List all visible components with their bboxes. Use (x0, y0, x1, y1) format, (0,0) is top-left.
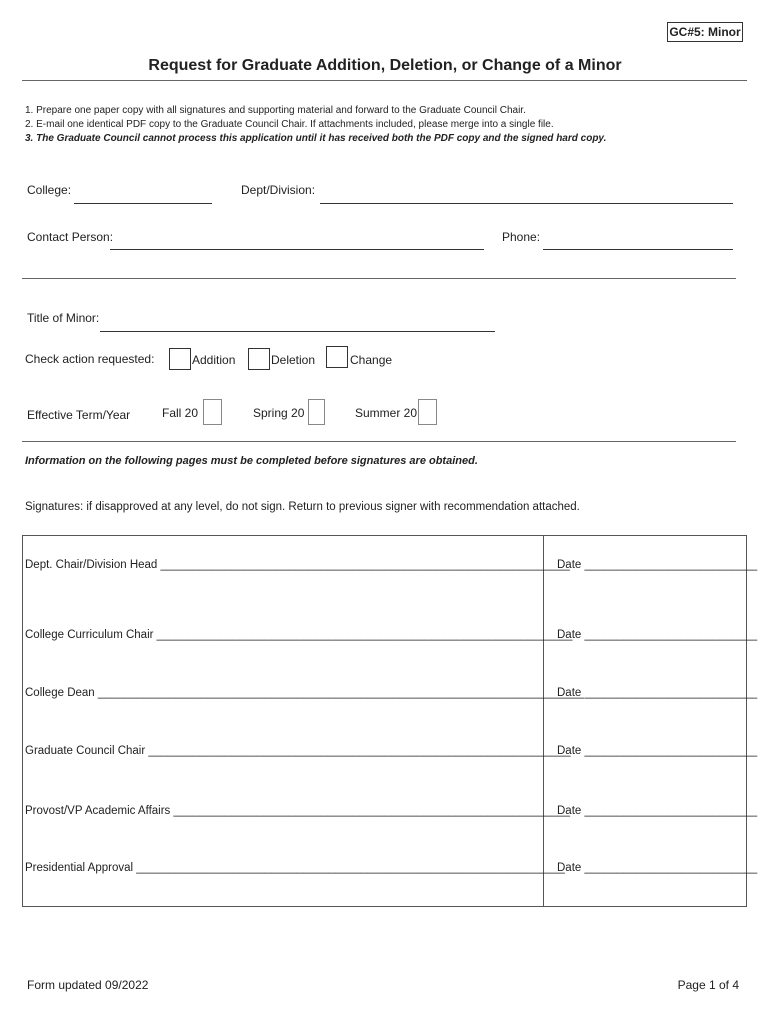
fall-label: Fall 20 (162, 406, 199, 420)
addition-checkbox[interactable] (169, 348, 191, 370)
sig-provost[interactable]: Provost/VP Academic Affairs ______________________________________________________________ (25, 805, 571, 817)
addition-label: Addition (192, 353, 236, 367)
sig-dept-chair-date[interactable]: Date ___________________________ (557, 559, 758, 571)
spring-year-box[interactable] (308, 399, 325, 425)
signature-table-divider (543, 535, 544, 907)
page-number: Page 1 of 4 (677, 978, 739, 992)
instruction-1: 1. Prepare one paper copy with all signatures and supporting material and forward to the Graduate Council Chair. (25, 105, 526, 116)
sig-college-curriculum-chair-date[interactable]: Date ___________________________ (557, 629, 758, 641)
signatures-intro: Signatures: if disapproved at any level, do not sign. Return to previous signer with recommendation attached. (25, 501, 580, 513)
dept-label: Dept/Division: (241, 183, 316, 197)
deletion-label: Deletion (271, 353, 316, 367)
contact-field[interactable] (110, 249, 484, 250)
sig-graduate-council-chair[interactable]: Graduate Council Chair __________________________________________________________________ (25, 745, 571, 757)
sig-college-dean-date[interactable]: Date ___________________________ (557, 687, 758, 699)
fall-year-box[interactable] (203, 399, 222, 425)
sig-presidential-approval-date[interactable]: Date ___________________________ (557, 862, 758, 874)
sig-college-curriculum-chair[interactable]: College Curriculum Chair _________________________________________________________________ (25, 629, 573, 641)
sig-graduate-council-chair-date[interactable]: Date ___________________________ (557, 745, 758, 757)
college-field[interactable] (74, 203, 212, 204)
form-updated: Form updated 09/2022 (27, 978, 149, 992)
college-label: College: (27, 183, 72, 197)
phone-label: Phone: (502, 230, 541, 244)
change-label: Change (350, 353, 393, 367)
summer-year-box[interactable] (418, 399, 437, 425)
effective-term-label: Effective Term/Year (27, 408, 131, 422)
signature-table (22, 535, 758, 907)
sig-presidential-approval[interactable]: Presidential Approval ___________________________________________________________________ (25, 862, 565, 874)
contact-label: Contact Person: (27, 230, 114, 244)
spring-label: Spring 20 (253, 406, 305, 420)
instruction-2: 2. E-mail one identical PDF copy to the Graduate Council Chair. If attachments included, please merge into a single file. (25, 119, 554, 130)
sig-dept-chair[interactable]: Dept. Chair/Division Head ________________________________________________________________ (25, 559, 570, 571)
section-divider (22, 278, 736, 279)
title-divider (22, 80, 747, 81)
check-action-label: Check action requested: (25, 352, 155, 366)
title-of-minor-label: Title of Minor: (27, 311, 100, 325)
phone-field[interactable] (543, 249, 733, 250)
sig-provost-date[interactable]: Date ___________________________ (557, 805, 758, 817)
summer-label: Summer 20 (355, 406, 418, 420)
dept-field[interactable] (320, 203, 733, 204)
instruction-3: 3. The Graduate Council cannot process this application until it has received both the PDF copy and the signed hard copy. (25, 133, 607, 144)
change-checkbox[interactable] (326, 346, 348, 368)
title-of-minor-field[interactable] (100, 331, 495, 332)
form-id-tag: GC#5: Minor (667, 22, 743, 42)
deletion-checkbox[interactable] (248, 348, 270, 370)
page-title: Request for Graduate Addition, Deletion, or Change of a Minor (148, 57, 622, 74)
section-divider-2 (22, 441, 736, 442)
completion-note: Information on the following pages must be completed before signatures are obtained. (25, 455, 478, 467)
sig-college-dean[interactable]: College Dean ____________________________________________________________________________ (25, 687, 584, 699)
